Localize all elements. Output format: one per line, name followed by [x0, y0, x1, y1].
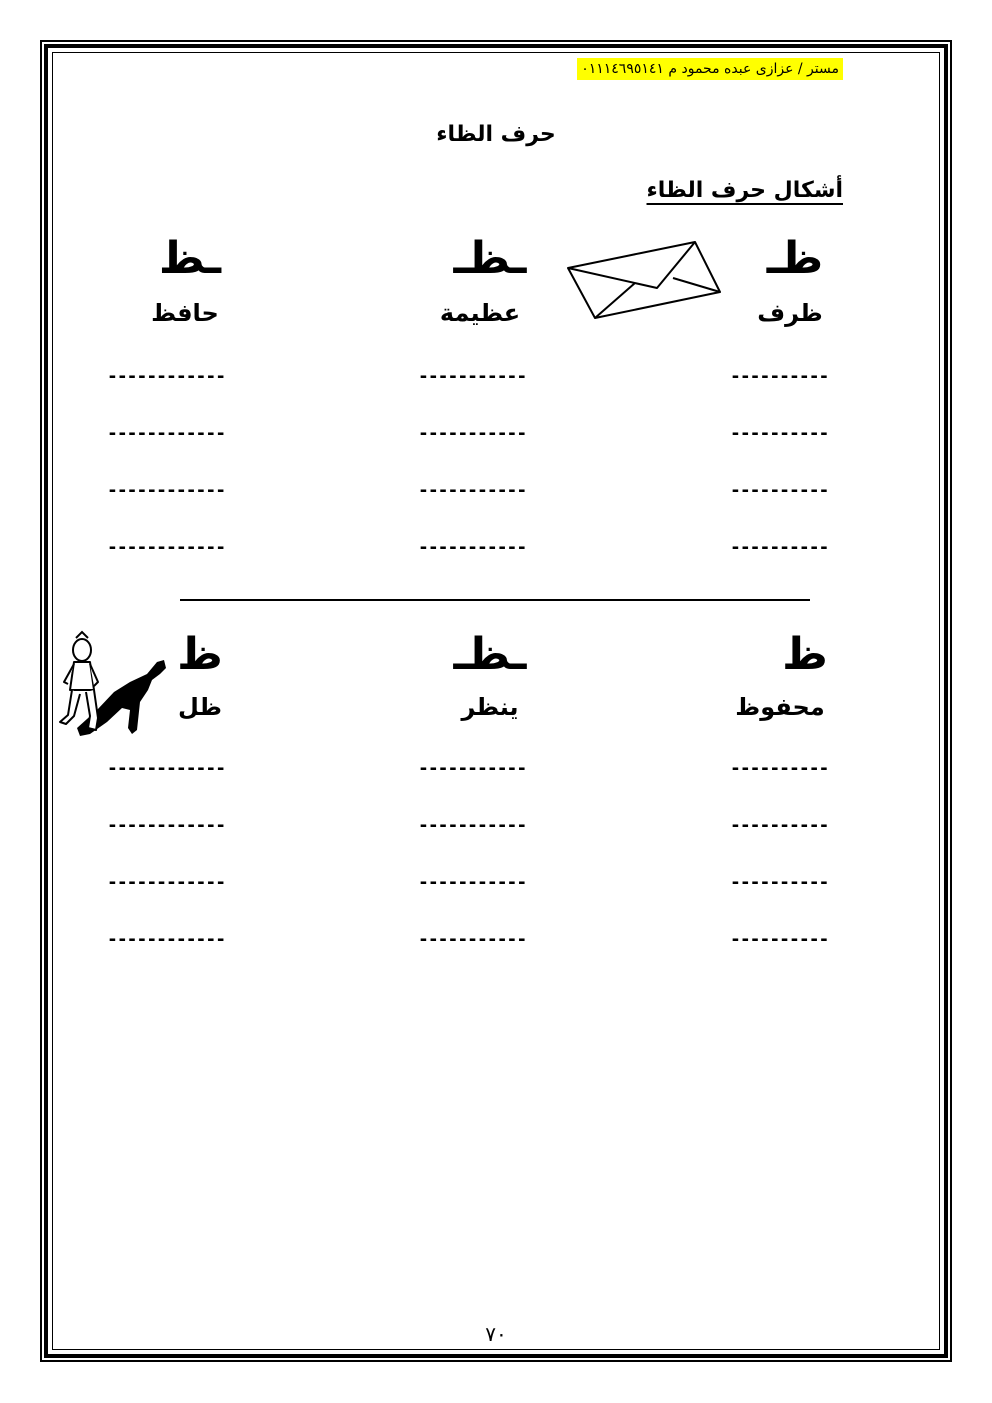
section-divider: [180, 599, 810, 601]
writing-line: -----------: [418, 366, 527, 387]
writing-line: -----------: [418, 929, 527, 950]
writing-line: ------------: [107, 872, 226, 893]
writing-line: ------------: [107, 758, 226, 779]
writing-line: ------------: [107, 480, 226, 501]
section-subtitle: أشكال حرف الظاء: [646, 178, 843, 203]
writing-line: -----------: [418, 815, 527, 836]
writing-line: -----------: [418, 423, 527, 444]
writing-line: -----------: [418, 758, 527, 779]
writing-line: ------------: [107, 423, 226, 444]
writing-line: ----------: [730, 480, 829, 501]
example-word: حافظ: [151, 299, 219, 327]
writing-line: ------------: [107, 929, 226, 950]
letter-form-initial: ظـ: [766, 233, 824, 284]
example-word: عظيمة: [439, 299, 521, 327]
example-word: ظرف: [757, 299, 823, 327]
writing-line: ----------: [730, 872, 829, 893]
writing-line: -----------: [418, 480, 527, 501]
writing-line: ----------: [730, 929, 829, 950]
writing-line: ------------: [107, 366, 226, 387]
example-word: ينظر: [461, 693, 519, 721]
letter-form-final: ـظ: [158, 233, 222, 284]
letter-form-medial: ـظـ: [453, 233, 527, 284]
letter-form-isolated: ظ: [177, 629, 223, 680]
writing-line: -----------: [418, 872, 527, 893]
writing-line: ------------: [107, 815, 226, 836]
writing-line: ----------: [730, 815, 829, 836]
page-number: ٧٠: [485, 1322, 507, 1346]
person-with-shadow-icon: [52, 630, 172, 742]
writing-line: ----------: [730, 366, 829, 387]
author-note: مستر / عزازى عبده محمود م ٠١١١٤٦٩٥١٤١: [577, 58, 843, 80]
page-title: حرف الظاء: [436, 122, 556, 147]
example-word: ظل: [177, 693, 223, 721]
letter-form-medial: ـظـ: [453, 629, 527, 680]
example-word: محفوظ: [735, 693, 825, 721]
writing-line: -----------: [418, 537, 527, 558]
letter-form-isolated: ظ: [782, 629, 828, 680]
envelope-icon: [565, 238, 725, 320]
writing-line: ----------: [730, 758, 829, 779]
writing-line: ------------: [107, 537, 226, 558]
writing-line: ----------: [730, 537, 829, 558]
writing-line: ----------: [730, 423, 829, 444]
